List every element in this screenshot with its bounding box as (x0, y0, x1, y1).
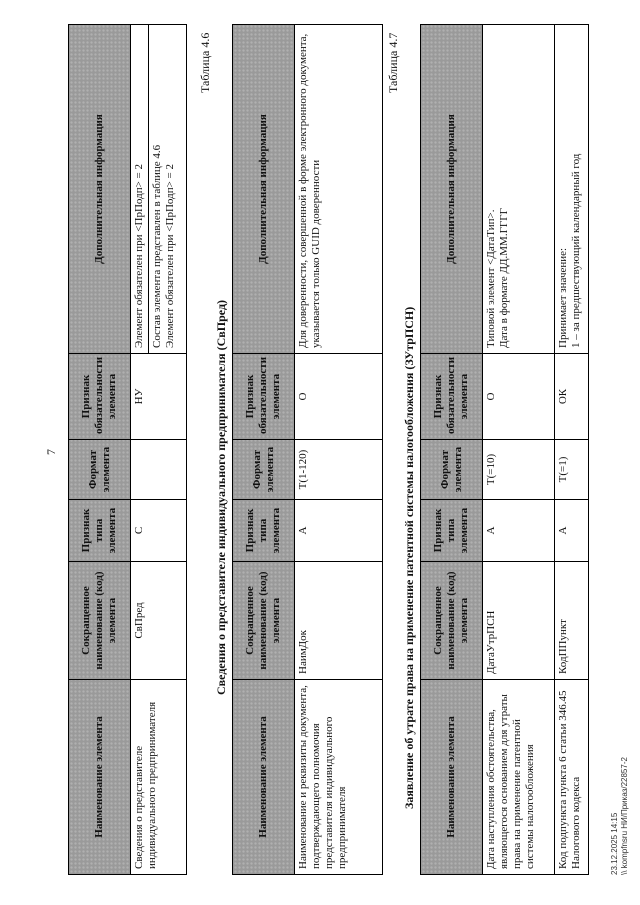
col-header-format: Формат элемента (69, 440, 131, 500)
table-4-7 (420, 24, 589, 875)
col-header-name: Наименование элемента (233, 680, 295, 875)
cell-type: А (295, 500, 383, 562)
cell-type: А (483, 500, 555, 562)
footer-path: \\ kompfnsru НИ/Приказ/22857-2 (620, 757, 629, 875)
table-caption-4-7: Таблица 4.7 (386, 32, 400, 93)
col-header-info: Дополнительная информация (233, 25, 295, 354)
col-header-code: Сокращенное наименование (код) элемента (421, 562, 483, 680)
col-header-format: Формат элемента (421, 440, 483, 500)
table-header-row (421, 25, 483, 875)
cell-info: Для доверенности, совершенной в форме электронного документа, указывается только GUID доверенности (295, 25, 383, 354)
cell-required: О (483, 354, 555, 440)
cell-name: Дата наступления обстоятельства, являющегося основанием для утраты права на применение патентной системы налогообложения (483, 680, 555, 875)
col-header-type: Признак типа элемента (421, 500, 483, 562)
col-header-info: Дополнительная информация (69, 25, 131, 354)
section-title-svpred: Сведения о представителе индивидуального предпринимателя (СвПред) (214, 299, 228, 695)
col-header-required: Признак обязательности элемента (421, 354, 483, 440)
info-line: Принимает значение: (557, 247, 569, 348)
col-header-name: Наименование элемента (69, 680, 131, 875)
info-line: Дата в формате ДД.ММ.ГГГГ (498, 207, 510, 348)
cell-required: ОК (555, 354, 589, 440)
cell-format (131, 440, 187, 500)
table-caption-4-6: Таблица 4.6 (198, 32, 212, 93)
col-header-info: Дополнительная информация (421, 25, 483, 354)
col-header-required: Признак обязательности элемента (233, 354, 295, 440)
table-row (483, 25, 555, 875)
info-line: Элемент обязателен при <ПрПодп> = 2 (131, 25, 149, 353)
cell-info (131, 25, 187, 354)
col-header-code: Сокращенное наименование (код) элемента (233, 562, 295, 680)
cell-format: T(1-120) (295, 440, 383, 500)
cell-name: Код подпункта пункта 6 статьи 346.45 Налогового кодекса (555, 680, 589, 875)
col-header-code: Сокращенное наименование (код) элемента (69, 562, 131, 680)
cell-type: С (131, 500, 187, 562)
cell-required: НУ (131, 354, 187, 440)
table-row (555, 25, 589, 875)
cell-info (483, 25, 555, 354)
cell-code: НаимДок (295, 562, 383, 680)
col-header-name: Наименование элемента (421, 680, 483, 875)
cell-info (555, 25, 589, 354)
table-header-row (69, 25, 131, 875)
cell-format: T(=1) (555, 440, 589, 500)
table-top (68, 24, 187, 875)
page-number: 7 (44, 449, 58, 455)
cell-code: ДатаУтрПСН (483, 562, 555, 680)
section-title-zutrpsn: Заявление об утрате права на применение патентной системы налогообложения (ЗУтрПСН) (402, 306, 416, 809)
info-line: Состав элемента представлен в таблице 4.6 (151, 144, 163, 348)
cell-required: О (295, 354, 383, 440)
cell-name: Сведения о представителе индивидуального предпринимателя (131, 680, 187, 875)
info-line: Типовой элемент <ДатаТип>. (485, 209, 497, 348)
table-4-6 (232, 24, 383, 875)
col-header-type: Признак типа элемента (233, 500, 295, 562)
table-row (295, 25, 383, 875)
col-header-format: Формат элемента (233, 440, 295, 500)
cell-code: СвПред (131, 562, 187, 680)
table-row (131, 25, 187, 875)
col-header-type: Признак типа элемента (69, 500, 131, 562)
table-header-row (233, 25, 295, 875)
footer-timestamp: 23.12.2025 14:15 (610, 812, 619, 875)
col-header-required: Признак обязательности элемента (69, 354, 131, 440)
info-line: Элемент обязателен при <ПрПодп> = 2 (164, 164, 176, 348)
cell-type: А (555, 500, 589, 562)
cell-format: T(=10) (483, 440, 555, 500)
cell-name: Наименование и реквизиты документа, подтверждающего полномочия представителя индивидуального предпринимателя (295, 680, 383, 875)
cell-code: КодППункт (555, 562, 589, 680)
info-line: 1 – за предшествующий календарный год (570, 153, 582, 348)
